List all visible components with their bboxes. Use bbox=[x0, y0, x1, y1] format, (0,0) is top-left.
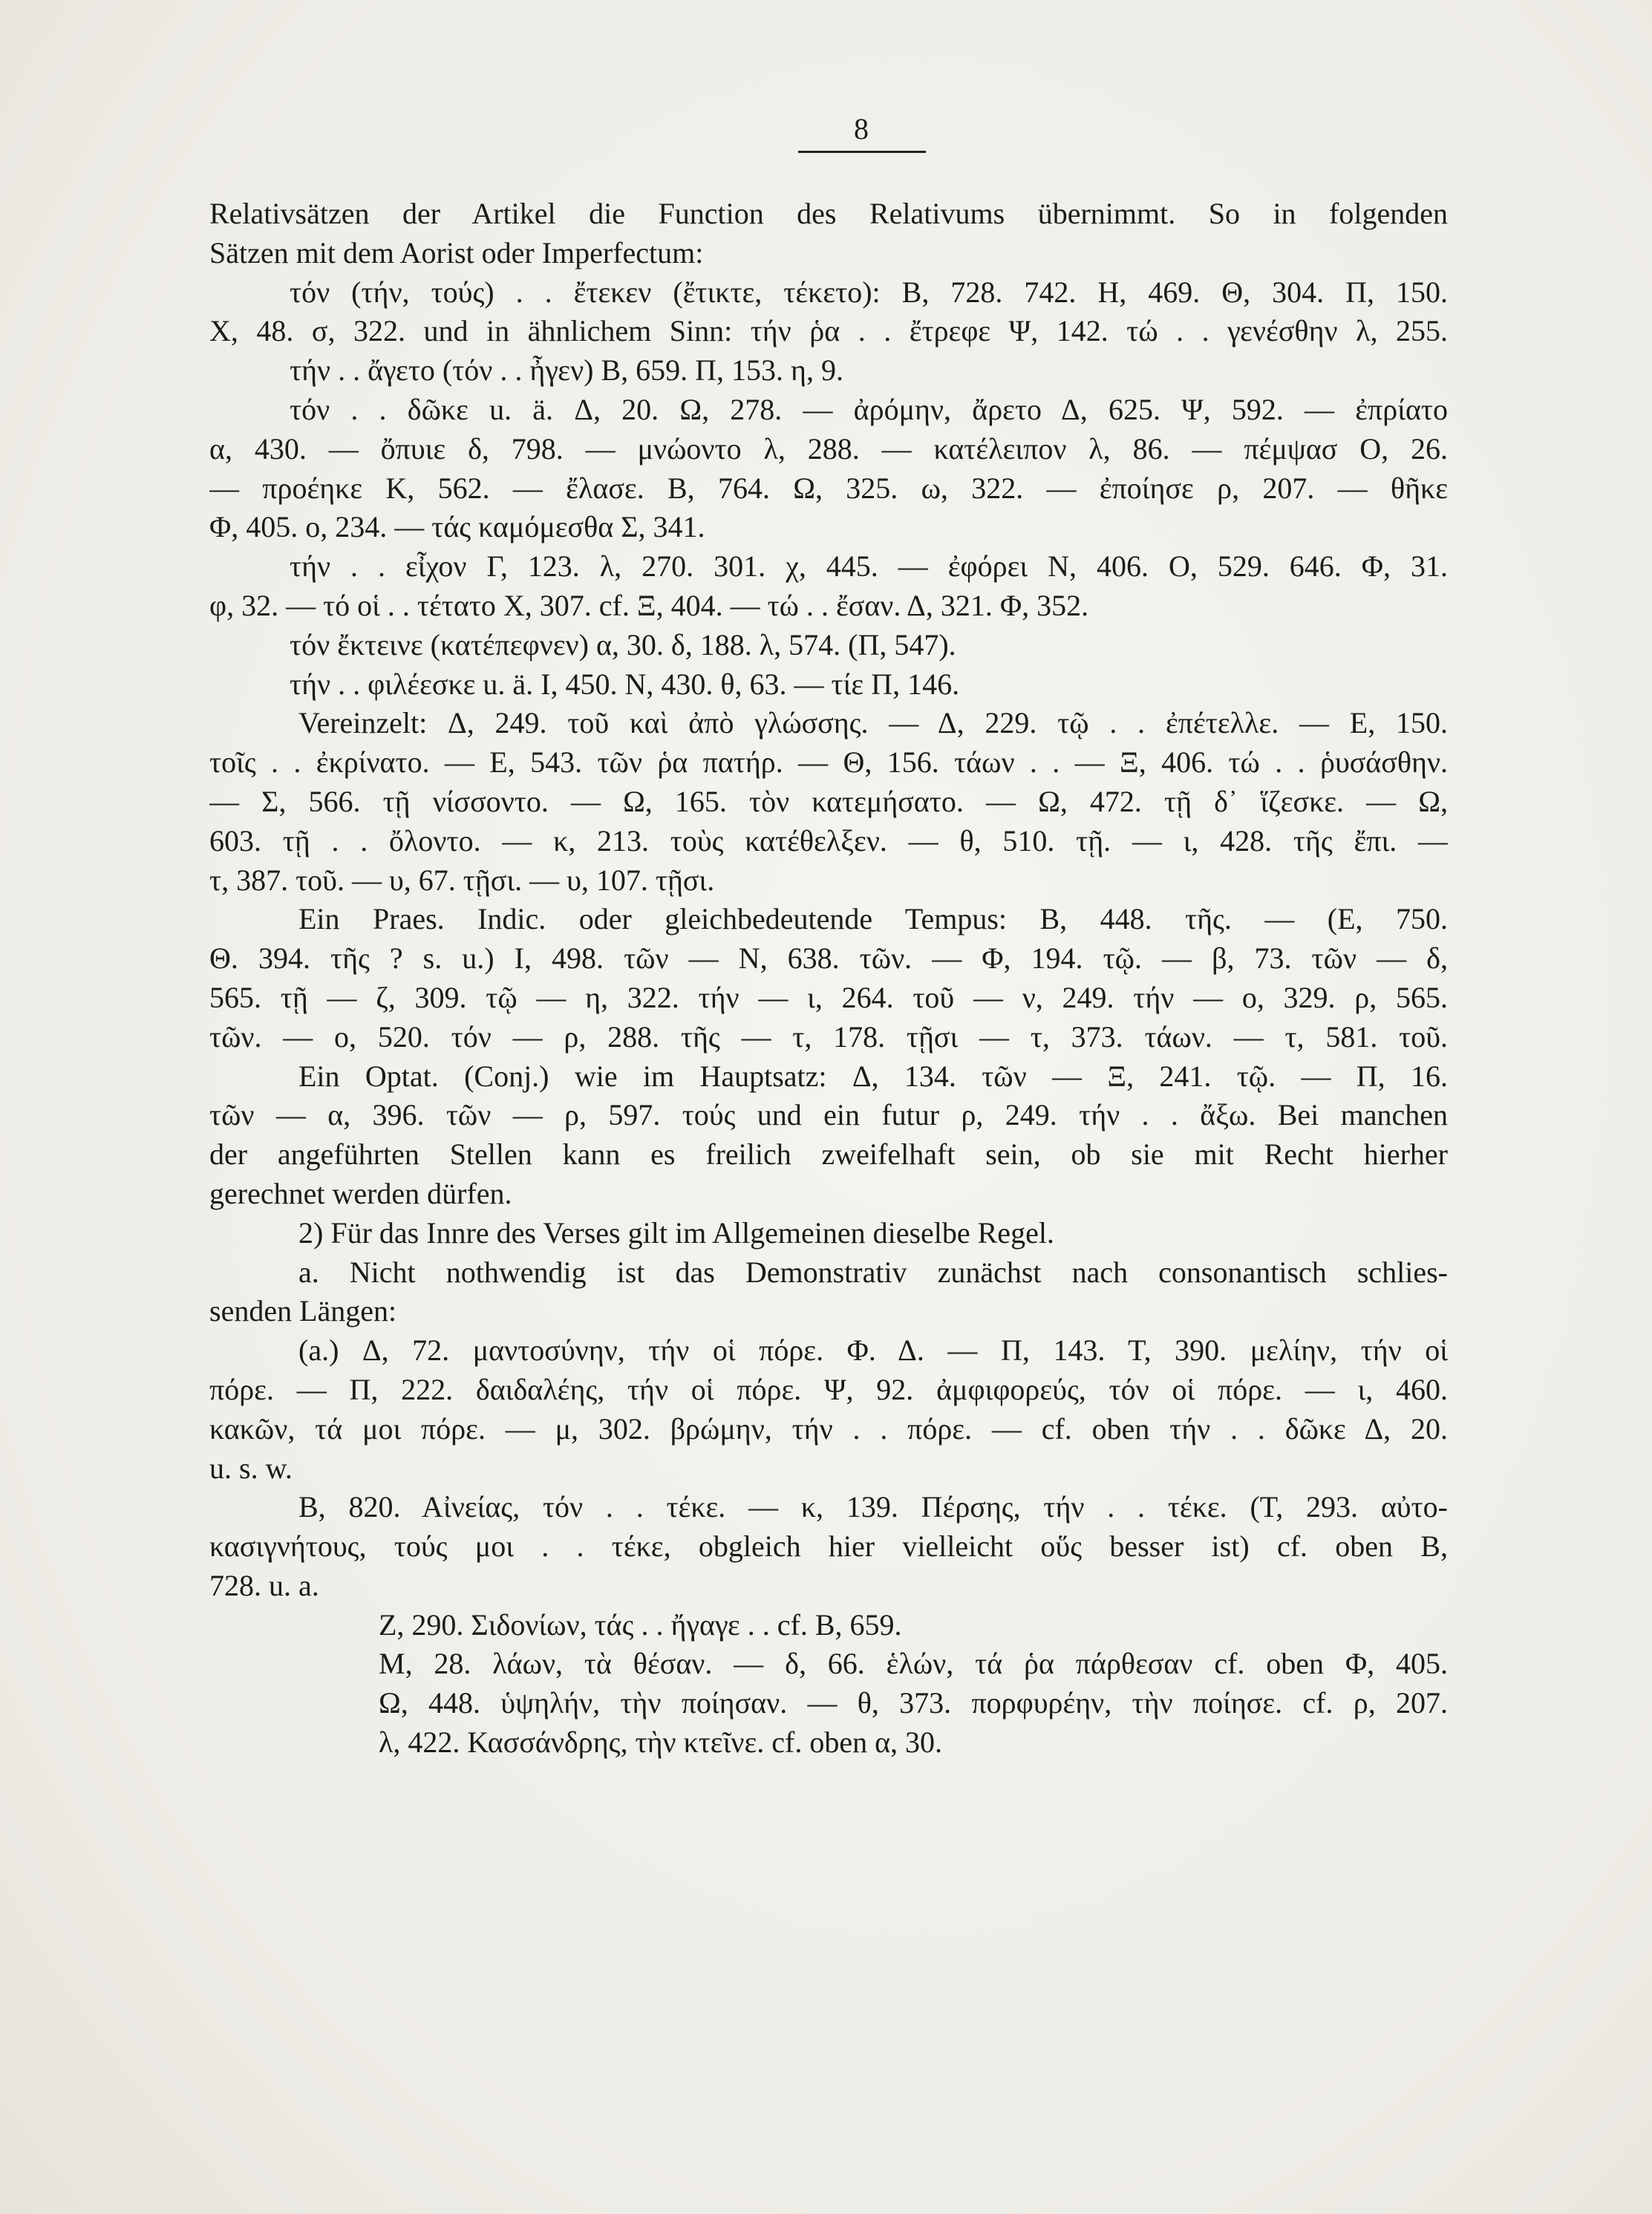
text-line: (a.) Δ, 72. μαντοσύνην, τήν οἱ πόρε. Φ. Δ. — Π, 143. Τ, 390. μελίην, τήν οἱ bbox=[298, 1333, 1448, 1368]
text-line: senden Längen: bbox=[209, 1294, 397, 1328]
page-number: 8 bbox=[854, 112, 869, 146]
text-line: τῶν. — ο, 520. τόν — ρ, 288. τῆς — τ, 178. τῇσι — τ, 373. τάων. — τ, 581. τοῦ. bbox=[209, 1019, 1448, 1054]
text-line: Ein Optat. (Conj.) wie im Hauptsatz: Δ, 134. τῶν — Ξ, 241. τῷ. — Π, 16. bbox=[298, 1059, 1448, 1093]
text-line: Β, 820. Αἰνείας, τόν . . τέκε. — κ, 139. Πέρσης, τήν . . τέκε. (Τ, 293. αὐτο- bbox=[298, 1490, 1448, 1524]
text-line: τήν . . φιλέεσκε u. ä. Ι, 450. Ν, 430. θ, 63. — τίε Π, 146. bbox=[290, 667, 960, 701]
text-line: Χ, 48. σ, 322. und in ähnlichem Sinn: τήν ῥα . . ἔτρεφε Ψ, 142. τώ . . γενέσθην λ, 255. bbox=[209, 314, 1448, 348]
text-line: κασιγνήτους, τούς μοι . . τέκε, obgleich hier vielleicht οὕς besser ist) cf. oben Β, bbox=[209, 1529, 1448, 1564]
text-line: Θ. 394. τῆς ? s. u.) Ι, 498. τῶν — Ν, 638. τῶν. — Φ, 194. τῷ. — β, 73. τῶν — δ, bbox=[209, 941, 1448, 976]
text-line: τήν . . ἄγετο (τόν . . ἦγεν) Β, 659. Π, 153. η, 9. bbox=[290, 353, 843, 388]
body-text bbox=[209, 195, 1448, 1763]
text-line: Φ, 405. ο, 234. — τάς καμόμεσθα Σ, 341. bbox=[209, 510, 705, 544]
text-line: τοῖς . . ἐκρίνατο. — Ε, 543. τῶν ῥα πατήρ. — Θ, 156. τάων . . — Ξ, 406. τώ . . ῥυσάσθην. bbox=[209, 745, 1448, 780]
header-rule bbox=[798, 151, 926, 153]
text-line: a. Nicht nothwendig ist das Demonstrativ zunächst nach consonantisch schlies- bbox=[298, 1255, 1448, 1289]
text-line: 728. u. a. bbox=[209, 1568, 319, 1602]
text-line: τόν ἔκτεινε (κατέπεφνεν) α, 30. δ, 188. λ, 574. (Π, 547). bbox=[290, 627, 956, 662]
text-line: Ω, 448. ὑψηλήν, τὴν ποίησαν. — θ, 373. πορφυρέην, τὴν ποίησε. cf. ρ, 207. bbox=[379, 1686, 1448, 1720]
text-line: — Σ, 566. τῇ νίσσοντο. — Ω, 165. τὸν κατεμήσατο. — Ω, 472. τῇ δ᾽ ἵζεσκε. — Ω, bbox=[209, 784, 1448, 818]
text-line: τόν . . δῶκε u. ä. Δ, 20. Ω, 278. — ἀρόμην, ἄρετο Δ, 625. Ψ, 592. — ἐπρίατο bbox=[290, 392, 1448, 426]
text-line: Ζ, 290. Σιδονίων, τάς . . ἤγαγε . . cf. Β, 659. bbox=[379, 1607, 902, 1642]
text-line: — προέηκε Κ, 562. — ἔλασε. Β, 764. Ω, 325. ω, 322. — ἐποίησε ρ, 207. — θῆκε bbox=[209, 471, 1448, 505]
text-line: 2) Für das Innre des Verses gilt im Allgemeinen dieselbe Regel. bbox=[298, 1215, 1054, 1250]
text-line: λ, 422. Κασσάνδρης, τὴν κτεῖνε. cf. oben α, 30. bbox=[379, 1725, 943, 1760]
text-line: τ, 387. τοῦ. — υ, 67. τῇσι. — υ, 107. τῇσι. bbox=[209, 863, 715, 897]
text-line: τῶν — α, 396. τῶν — ρ, 597. τούς und ein futur ρ, 249. τήν . . ἄξω. Bei manchen bbox=[209, 1098, 1448, 1132]
text-line: κακῶν, τά μοι πόρε. — μ, 302. βρώμην, τήν . . πόρε. — cf. oben τήν . . δῶκε Δ, 20. bbox=[209, 1411, 1448, 1446]
text-line: Μ, 28. λάων, τὰ θέσαν. — δ, 66. ἑλών, τά ῥα πάρθεσαν cf. oben Φ, 405. bbox=[379, 1647, 1448, 1681]
text-line: α, 430. — ὄπυιε δ, 798. — μνώοντο λ, 288. — κατέλειπον λ, 86. — πέμψασ Ο, 26. bbox=[209, 431, 1448, 466]
text-line: 565. τῇ — ζ, 309. τῷ — η, 322. τήν — ι, 264. τοῦ — ν, 249. τήν — ο, 329. ρ, 565. bbox=[209, 980, 1448, 1014]
text-line: gerechnet werden dürfen. bbox=[209, 1176, 512, 1210]
text-line: φ, 32. — τό οἱ . . τέτατο Χ, 307. cf. Ξ, 404. — τώ . . ἔσαν. Δ, 321. Φ, 352. bbox=[209, 588, 1089, 622]
text-line: 603. τῇ . . ὄλοντο. — κ, 213. τοὺς κατέθελξεν. — θ, 510. τῇ. — ι, 428. τῆς ἔπι. — bbox=[209, 823, 1448, 858]
text-line: der angeführten Stellen kann es freilich zweifelhaft sein, ob sie mit Recht hierher bbox=[209, 1137, 1448, 1172]
text-line: τόν (τήν, τούς) . . ἔτεκεν (ἔτικτε, τέκετο): Β, 728. 742. Η, 469. Θ, 304. Π, 150. bbox=[290, 275, 1448, 309]
text-line: Ein Praes. Indic. oder gleichbedeutende Tempus: Β, 448. τῆς. — (Ε, 750. bbox=[298, 902, 1448, 936]
text-line: πόρε. — Π, 222. δαιδαλέης, τήν οἱ πόρε. Ψ, 92. ἀμφιφορεύς, τόν οἱ πόρε. — ι, 460. bbox=[209, 1372, 1448, 1406]
text-line: Vereinzelt: Δ, 249. τοῦ καὶ ἀπὸ γλώσσης. — Δ, 229. τῷ . . ἐπέτελλε. — Ε, 150. bbox=[298, 706, 1448, 740]
text-line: u. s. w. bbox=[209, 1451, 293, 1485]
text-line: Relativsätzen der Artikel die Function des Relativums übernimmt. So in folgenden bbox=[209, 197, 1448, 230]
text-line: Sätzen mit dem Aorist oder Imperfectum: bbox=[209, 235, 704, 270]
text-line: τήν . . εἶχον Γ, 123. λ, 270. 301. χ, 445. — ἐφόρει Ν, 406. Ο, 529. 646. Φ, 31. bbox=[290, 549, 1448, 584]
